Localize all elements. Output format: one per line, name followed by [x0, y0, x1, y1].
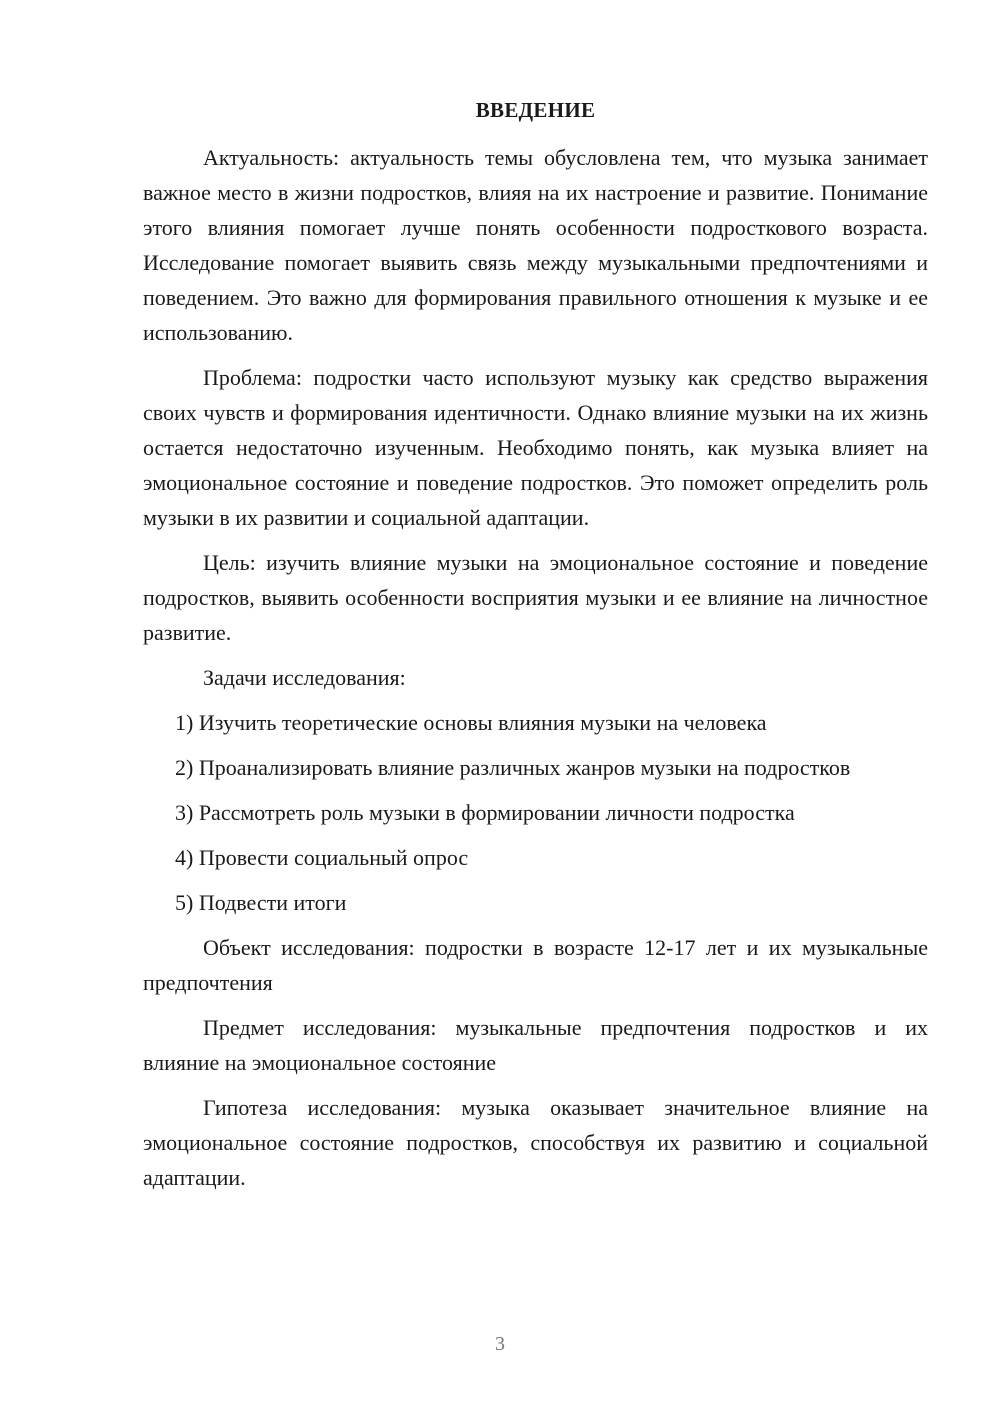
- task-item-3: 3) Рассмотреть роль музыки в формировании личности подростка: [175, 800, 795, 825]
- task-item-5: 5) Подвести итоги: [175, 890, 347, 915]
- paragraph-relevance: Актуальность: актуальность темы обусловлена тем, что музыка занимает важное место в жизни подростков, влияя на их настроение и развитие. Понимание этого влияния помогает лучше понять особенности подросткового возраста. Исследование помогает выявить связь между музыкальными предпочтениями и поведением. Это важно для формирования правильного отношения к музыке и ее использованию.: [143, 145, 928, 345]
- task-item-4: 4) Провести социальный опрос: [175, 845, 469, 870]
- paragraph-object: Объект исследования: подростки в возрасте 12-17 лет и их музыкальные предпочтения: [143, 935, 928, 995]
- paragraph-goal: Цель: изучить влияние музыки на эмоциональное состояние и поведение подростков, выявить особенности восприятия музыки и ее влияние на личностное развитие.: [143, 550, 928, 645]
- paragraph-tasks-heading: Задачи исследования:: [203, 665, 406, 690]
- task-item-1: 1) Изучить теоретические основы влияния музыки на человека: [175, 710, 767, 735]
- paragraph-problem: Проблема: подростки часто используют музыку как средство выражения своих чувств и формирования идентичности. Однако влияние музыки на их жизнь остается недостаточно изученным. Необходимо понять, как музыка влияет на эмоциональное состояние и поведение подростков. Это поможет определить роль музыки в их развитии и социальной адаптации.: [143, 365, 928, 530]
- paragraph-subject: Предмет исследования: музыкальные предпочтения подростков и их влияние на эмоциональное состояние: [143, 1015, 928, 1075]
- task-item-2: 2) Проанализировать влияние различных жанров музыки на подростков: [175, 755, 851, 780]
- page-content: [143, 93, 928, 1205]
- page-number: 3: [495, 1333, 505, 1355]
- section-title: ВВЕДЕНИЕ: [475, 98, 596, 122]
- paragraph-hypothesis: Гипотеза исследования: музыка оказывает значительное влияние на эмоциональное состояние подростков, способствуя их развитию и социальной адаптации.: [143, 1095, 928, 1190]
